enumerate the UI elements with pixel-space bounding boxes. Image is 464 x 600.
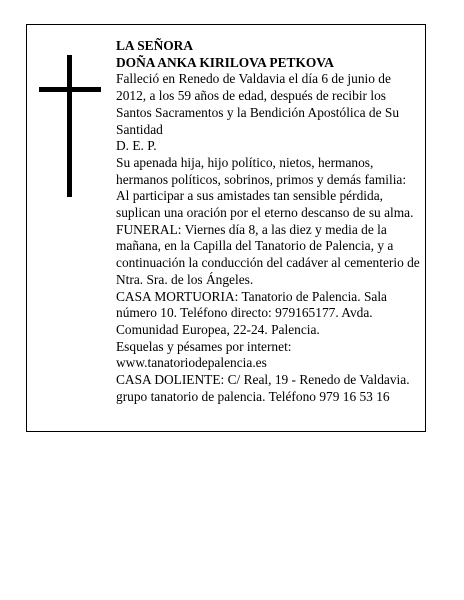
grupo-text: grupo tanatorio de palencia. Teléfono 979 16 53 16 bbox=[116, 388, 390, 404]
deceased-name: DOÑA ANKA KIRILOVA PETKOVA bbox=[116, 54, 334, 70]
cross-vertical-bar bbox=[67, 55, 72, 197]
funeral-text: FUNERAL: Viernes día 8, a las diez y media de la mañana, en la Capilla del Tanatorio de Palencia, y a continuación la conducción del cadáver al cementerio de Ntra. Sra. de los Ángeles. bbox=[116, 221, 420, 287]
dep-text: D. E. P. bbox=[116, 138, 157, 154]
casa-doliente-text: CASA DOLIENTE: C/ Real, 19 - Renedo de Valdavia. bbox=[116, 372, 410, 388]
death-info: Falleció en Renedo de Valdavia el día 6 de junio de 2012, a los 59 años de edad, después de recibir los Santos Sacramentos y la Bendición Apostólica de Su Santidad bbox=[116, 71, 400, 137]
obituary-text bbox=[116, 38, 420, 405]
request-text: Al participar a sus amistades tan sensible pérdida, suplican una oración por el eterno descanso de su alma. bbox=[116, 188, 414, 221]
cross-icon bbox=[39, 55, 101, 197]
obituary-notice bbox=[26, 24, 426, 432]
cross-horizontal-bar bbox=[39, 87, 101, 92]
casa-mortuoria-text: CASA MORTUORIA: Tanatorio de Palencia. Sala número 10. Teléfono directo: 979165177. Avda. Comunidad Europea, 22-24. Palencia. bbox=[116, 288, 387, 337]
esquelas-text: Esquelas y pésames por internet: www.tanatoriodepalencia.es bbox=[116, 338, 292, 371]
notice-title: LA SEÑORA bbox=[116, 38, 194, 53]
family-text: Su apenada hija, hijo político, nietos, hermanos, hermanos políticos, sobrinos, primos y demás familia: bbox=[116, 154, 407, 187]
